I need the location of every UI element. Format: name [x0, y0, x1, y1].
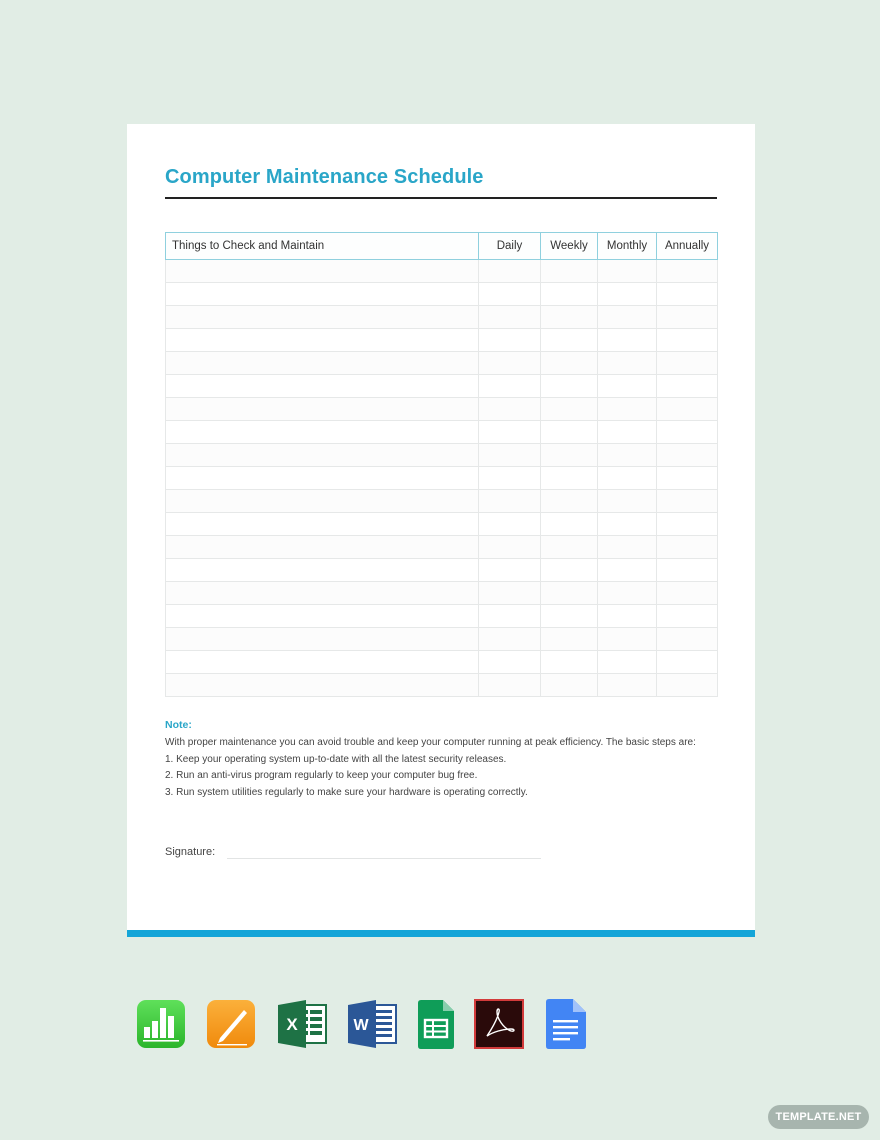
frequency-cell[interactable]	[657, 651, 718, 674]
item-cell[interactable]	[166, 444, 479, 467]
frequency-cell[interactable]	[541, 628, 598, 651]
signature-line[interactable]	[227, 858, 541, 859]
item-cell[interactable]	[166, 329, 479, 352]
item-cell[interactable]	[166, 352, 479, 375]
frequency-cell[interactable]	[598, 628, 657, 651]
item-cell[interactable]	[166, 536, 479, 559]
frequency-cell[interactable]	[479, 467, 541, 490]
table-row	[166, 375, 718, 398]
frequency-cell[interactable]	[541, 444, 598, 467]
document-title: Computer Maintenance Schedule	[165, 166, 484, 188]
frequency-cell[interactable]	[479, 513, 541, 536]
frequency-cell[interactable]	[598, 582, 657, 605]
item-cell[interactable]	[166, 582, 479, 605]
frequency-cell[interactable]	[479, 536, 541, 559]
table-row	[166, 651, 718, 674]
frequency-cell[interactable]	[479, 628, 541, 651]
frequency-cell[interactable]	[598, 283, 657, 306]
frequency-cell[interactable]	[479, 421, 541, 444]
item-cell[interactable]	[166, 628, 479, 651]
google-sheets-icon[interactable]	[416, 998, 466, 1050]
frequency-cell[interactable]	[598, 536, 657, 559]
template-net-watermark[interactable]: TEMPLATE.NET	[768, 1105, 869, 1129]
page-bottom-bar	[127, 930, 755, 937]
numbers-icon[interactable]	[136, 998, 186, 1050]
note-step-2: 2. Run an anti-virus program regularly to keep your computer bug free.	[165, 770, 478, 781]
item-cell[interactable]	[166, 490, 479, 513]
frequency-cell[interactable]	[541, 674, 598, 697]
frequency-cell[interactable]	[541, 490, 598, 513]
frequency-cell[interactable]	[657, 628, 718, 651]
frequency-cell[interactable]	[479, 444, 541, 467]
frequency-cell[interactable]	[657, 283, 718, 306]
frequency-cell[interactable]	[657, 421, 718, 444]
frequency-cell[interactable]	[541, 306, 598, 329]
svg-text:W: W	[353, 1017, 369, 1034]
frequency-cell[interactable]	[598, 559, 657, 582]
frequency-cell[interactable]	[657, 513, 718, 536]
table-row	[166, 536, 718, 559]
frequency-cell[interactable]	[479, 651, 541, 674]
svg-text:X: X	[286, 1015, 298, 1034]
table-row	[166, 559, 718, 582]
frequency-cell[interactable]	[479, 329, 541, 352]
table-row	[166, 490, 718, 513]
frequency-cell[interactable]	[657, 490, 718, 513]
frequency-cell[interactable]	[541, 559, 598, 582]
frequency-cell[interactable]	[657, 605, 718, 628]
frequency-cell[interactable]	[479, 283, 541, 306]
maintenance-schedule-table	[165, 232, 718, 697]
frequency-cell[interactable]	[541, 536, 598, 559]
frequency-cell[interactable]	[541, 352, 598, 375]
table-row	[166, 467, 718, 490]
frequency-cell[interactable]	[657, 352, 718, 375]
frequency-cell[interactable]	[541, 283, 598, 306]
item-cell[interactable]	[166, 260, 479, 283]
frequency-cell[interactable]	[657, 467, 718, 490]
excel-icon[interactable]	[276, 998, 326, 1050]
frequency-cell[interactable]	[479, 398, 541, 421]
table-row	[166, 674, 718, 697]
table-row	[166, 513, 718, 536]
item-cell[interactable]	[166, 398, 479, 421]
format-icons	[136, 998, 596, 1052]
frequency-cell[interactable]	[479, 306, 541, 329]
table-row	[166, 582, 718, 605]
table-row	[166, 628, 718, 651]
item-cell[interactable]	[166, 375, 479, 398]
frequency-cell[interactable]	[598, 398, 657, 421]
table-row	[166, 398, 718, 421]
table-row	[166, 306, 718, 329]
pages-icon[interactable]	[206, 998, 256, 1050]
note-step-3: 3. Run system utilities regularly to make sure your hardware is operating correctly.	[165, 786, 528, 798]
column-header-monthly: Monthly	[598, 233, 657, 260]
frequency-cell[interactable]	[479, 375, 541, 398]
note-label: Note:	[165, 719, 192, 731]
column-header-things: Things to Check and Maintain	[166, 233, 479, 260]
table-row	[166, 444, 718, 467]
table-body	[166, 260, 718, 697]
column-header-annually: Annually	[657, 233, 718, 260]
frequency-cell[interactable]	[657, 444, 718, 467]
frequency-cell[interactable]	[598, 674, 657, 697]
note-step-1: 1. Keep your operating system up-to-date with all the latest security releases.	[165, 753, 507, 765]
frequency-cell[interactable]	[479, 260, 541, 283]
frequency-cell[interactable]	[657, 398, 718, 421]
frequency-cell[interactable]	[598, 651, 657, 674]
item-cell[interactable]	[166, 651, 479, 674]
column-header-daily: Daily	[479, 233, 541, 260]
signature-label: Signature:	[165, 846, 216, 858]
frequency-cell[interactable]	[657, 329, 718, 352]
frequency-cell[interactable]	[598, 329, 657, 352]
frequency-cell[interactable]	[479, 582, 541, 605]
item-cell[interactable]	[166, 421, 479, 444]
frequency-cell[interactable]	[657, 582, 718, 605]
item-cell[interactable]	[166, 674, 479, 697]
title-divider	[165, 197, 717, 199]
frequency-cell[interactable]	[598, 444, 657, 467]
item-cell[interactable]	[166, 513, 479, 536]
frequency-cell[interactable]	[657, 375, 718, 398]
frequency-cell[interactable]	[598, 605, 657, 628]
table-row	[166, 421, 718, 444]
frequency-cell[interactable]	[598, 375, 657, 398]
google-docs-icon[interactable]	[544, 998, 594, 1050]
frequency-cell[interactable]	[479, 352, 541, 375]
frequency-cell[interactable]	[541, 260, 598, 283]
frequency-cell[interactable]	[598, 306, 657, 329]
frequency-cell[interactable]	[657, 260, 718, 283]
frequency-cell[interactable]	[541, 605, 598, 628]
table-row	[166, 283, 718, 306]
frequency-cell[interactable]	[598, 490, 657, 513]
item-cell[interactable]	[166, 283, 479, 306]
item-cell[interactable]	[166, 605, 479, 628]
frequency-cell[interactable]	[541, 421, 598, 444]
frequency-cell[interactable]	[598, 352, 657, 375]
note-section	[165, 719, 725, 803]
frequency-cell[interactable]	[598, 260, 657, 283]
frequency-cell[interactable]	[657, 559, 718, 582]
table-row	[166, 352, 718, 375]
item-cell[interactable]	[166, 559, 479, 582]
item-cell[interactable]	[166, 306, 479, 329]
frequency-cell[interactable]	[541, 375, 598, 398]
table-header-row	[166, 233, 718, 260]
frequency-cell[interactable]	[479, 674, 541, 697]
frequency-cell[interactable]	[479, 605, 541, 628]
table-row	[166, 260, 718, 283]
frequency-cell[interactable]	[541, 582, 598, 605]
frequency-cell[interactable]	[541, 467, 598, 490]
word-icon[interactable]	[346, 998, 396, 1050]
frequency-cell[interactable]	[657, 536, 718, 559]
table-row	[166, 605, 718, 628]
note-intro: With proper maintenance you can avoid trouble and keep your computer running at peak efficiency. The basic steps are:	[165, 737, 696, 748]
frequency-cell[interactable]	[598, 421, 657, 444]
frequency-cell[interactable]	[541, 513, 598, 536]
acrobat-pdf-icon[interactable]	[473, 998, 523, 1050]
frequency-cell[interactable]	[598, 513, 657, 536]
frequency-cell[interactable]	[541, 398, 598, 421]
frequency-cell[interactable]	[541, 329, 598, 352]
column-header-weekly: Weekly	[541, 233, 598, 260]
table-row	[166, 329, 718, 352]
frequency-cell[interactable]	[598, 467, 657, 490]
frequency-cell[interactable]	[479, 559, 541, 582]
frequency-cell[interactable]	[541, 651, 598, 674]
frequency-cell[interactable]	[657, 674, 718, 697]
frequency-cell[interactable]	[479, 490, 541, 513]
item-cell[interactable]	[166, 467, 479, 490]
frequency-cell[interactable]	[657, 306, 718, 329]
document-page	[127, 124, 755, 930]
